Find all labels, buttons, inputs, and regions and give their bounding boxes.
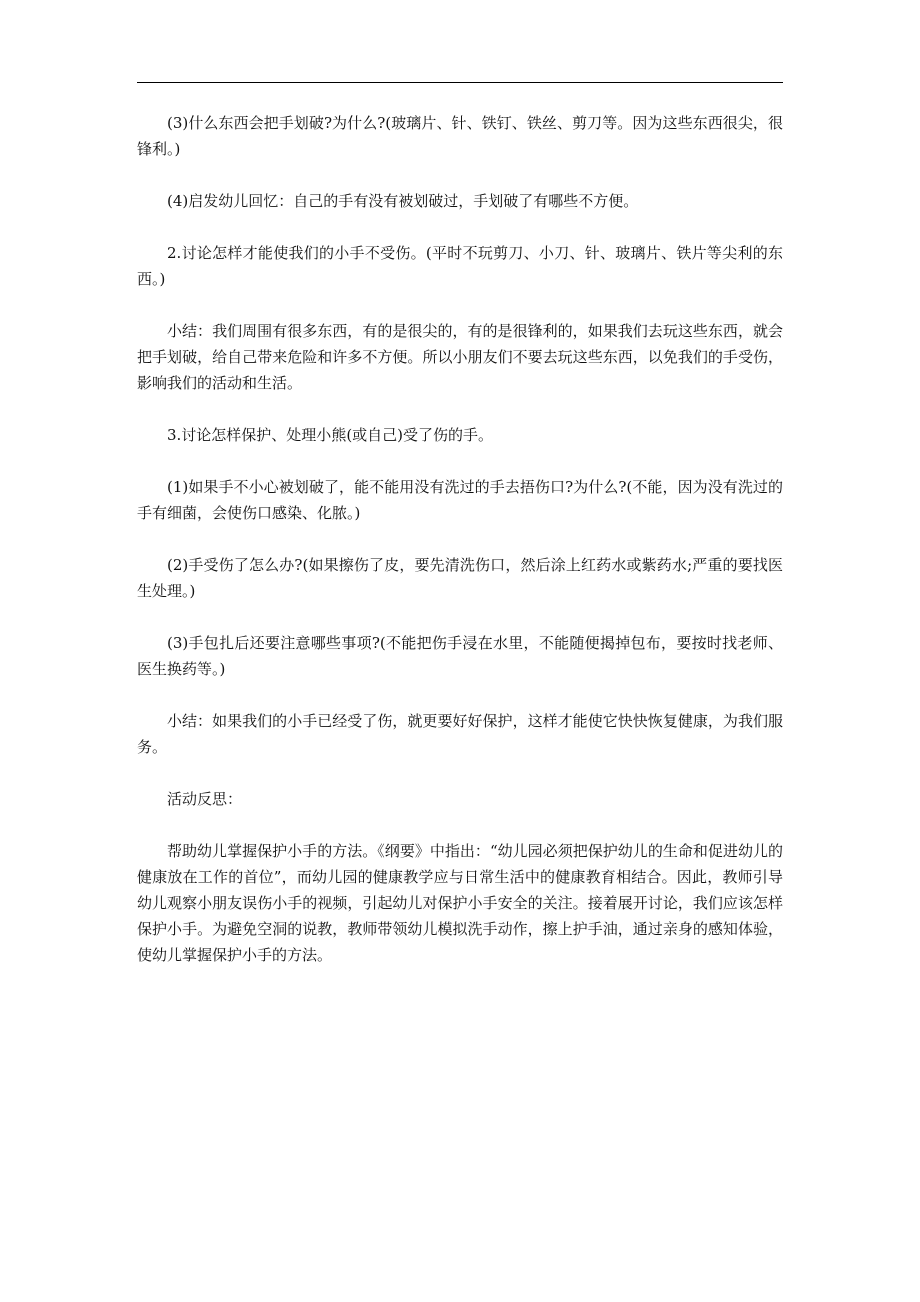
document-body <box>137 110 783 994</box>
paragraph-question-3-bandage: (3)手包扎后还要注意哪些事项?(不能把伤手浸在水里，不能随便揭掉包布，要按时找老师、医生换药等。) <box>137 634 783 678</box>
paragraph-question-4-recall: (4)启发幼儿回忆：自己的手有没有被划破过，手划破了有哪些不方便。 <box>167 192 639 210</box>
paragraph-question-2-injured: (2)手受伤了怎么办?(如果擦伤了皮，要先清洗伤口，然后涂上红药水或紫药水;严重的要找医生处理。) <box>137 556 783 600</box>
header-rule <box>137 82 783 83</box>
paragraph-question-3-sharp-objects: (3)什么东西会把手划破?为什么?(玻璃片、针、铁钉、铁丝、剪刀等。因为这些东西很尖，很锋利。) <box>137 114 783 158</box>
paragraph-discussion-2: 2.讨论怎样才能使我们的小手不受伤。(平时不玩剪刀、小刀、针、玻璃片、铁片等尖利的东西。) <box>137 244 783 288</box>
paragraph-summary-1: 小结：我们周围有很多东西，有的是很尖的，有的是很锋利的，如果我们去玩这些东西，就会把手划破，给自己带来危险和许多不方便。所以小朋友们不要去玩这些东西，以免我们的手受伤，影响我们的活动和生活。 <box>137 322 783 392</box>
paragraph-discussion-3: 3.讨论怎样保护、处理小熊(或自己)受了伤的手。 <box>167 426 494 444</box>
paragraph-reflection-body: 帮助幼儿掌握保护小手的方法。《纲要》中指出：“幼儿园必须把保护幼儿的生命和促进幼儿的健康放在工作的首位”，而幼儿园的健康教学应与日常生活中的健康教育相结合。因此，教师引导幼儿观察小朋友误伤小手的视频，引起幼儿对保护小手安全的关注。接着展开讨论，我们应该怎样保护小手。为避免空洞的说教，教师带领幼儿模拟洗手动作，擦上护手油，通过亲身的感知体验，使幼儿掌握保护小手的方法。 <box>137 842 783 964</box>
paragraph-summary-2: 小结：如果我们的小手已经受了伤，就更要好好保护，这样才能使它快快恢复健康，为我们服务。 <box>137 712 783 756</box>
paragraph-question-1-wound: (1)如果手不小心被划破了，能不能用没有洗过的手去捂伤口?为什么?(不能，因为没有洗过的手有细菌，会使伤口感染、化脓。) <box>137 478 783 522</box>
paragraph-reflection-heading: 活动反思： <box>167 790 243 808</box>
